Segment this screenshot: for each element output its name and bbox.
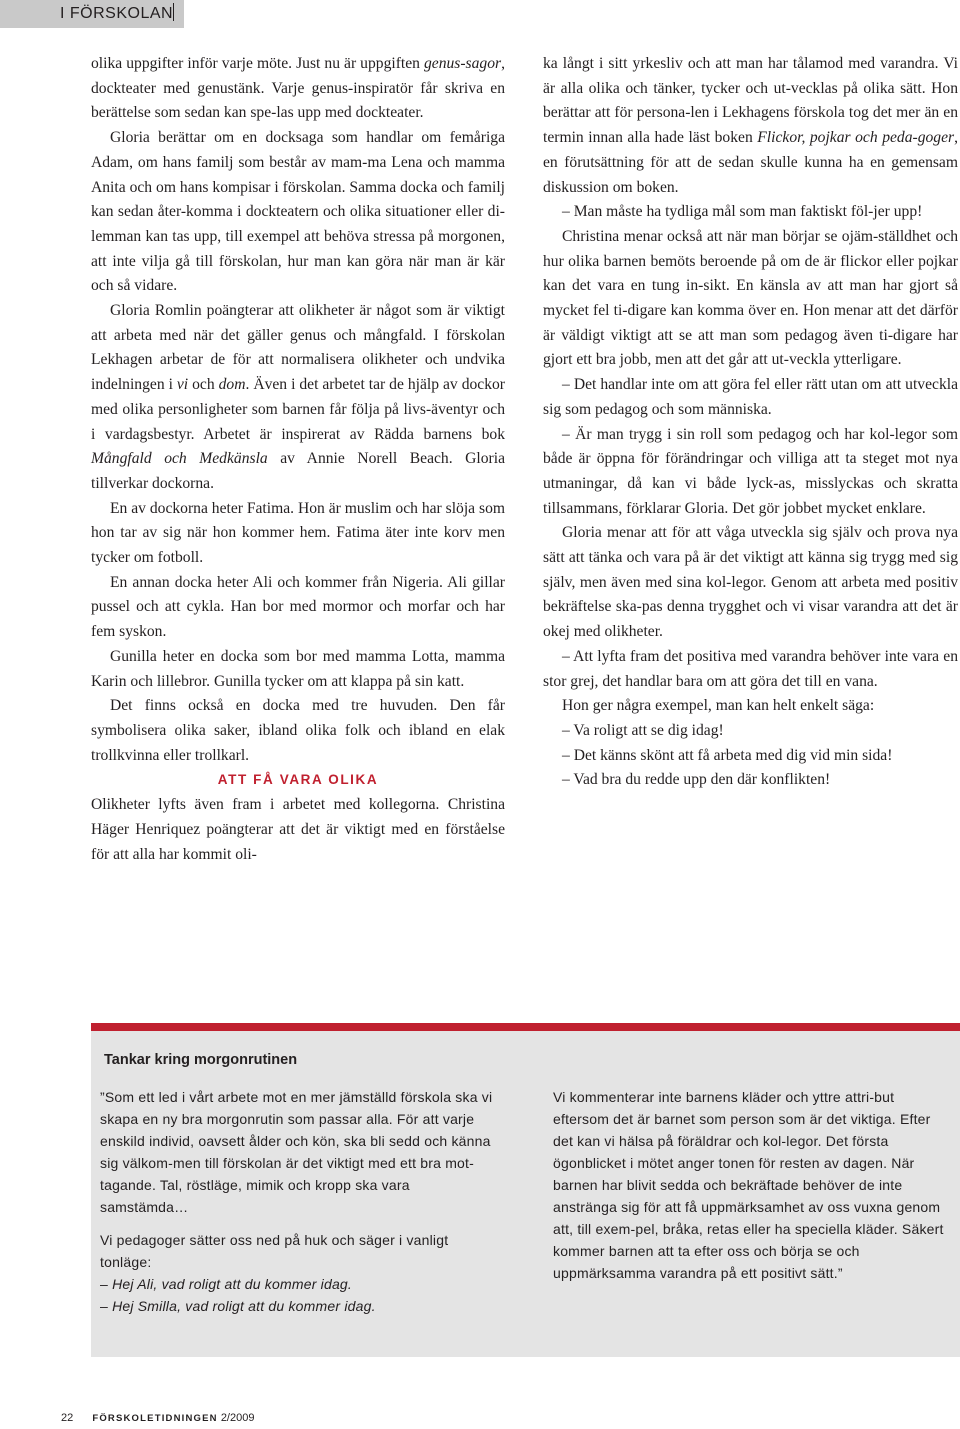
sidebar-paragraph: ”Som ett led i vårt arbete mot en mer jämställd förskola ska vi skapa en ny bra morgonrutin som passar alla. För att varje enskild individ, oavsett ålder och kön, ska bli sedd och känna sig välkom-men till förskolan är det viktigt med ett bra mot-tagande. Tal, röstläge, mimik och kropp ska vara samstämda… <box>100 1089 493 1215</box>
paragraph: En annan docka heter Ali och kommer från Nigeria. Ali gillar pussel och att cykla. Han bor med mormor och morfar och har fem syskon. <box>91 573 505 641</box>
quote-paragraph: – Det känns skönt att få arbeta med dig vid min sida! <box>562 746 893 764</box>
header-divider <box>173 3 174 21</box>
quote-paragraph: – Är man trygg i sin roll som pedagog och har kol-legor som både är öppna för förändringar och villiga att ta steget mot nya utmaningar, då kan vi både lyck-as, misslyckas och skratta tillsammans, förklarar Gloria. Det gör jobbet mycket enklare. <box>543 425 958 517</box>
paragraph: Olikheter lyfts även fram i arbetet med kollegorna. Christina Häger Henriquez poängterar att det är viktigt med en förståelse för att alla har kommit oli- <box>91 796 505 863</box>
magazine-name: FÖRSKOLETIDNINGEN <box>92 1413 218 1424</box>
sidebar-paragraph: Vi kommenterar inte barnens kläder och yttre attri-but eftersom det är barnet som person som är det viktiga. Efter det kan vi hälsa på föräldrar och kol-legor. Det första ögonblicket i mötet anger tonen för resten av dagen. När barnen har blivit sedda och bekräftade behöver de inte anstränga sig för att få uppmärksamhet av oss vuxna genom att, till exem-pel, bråka, retas eller ha speciella kläder. Säkert kommer barnen att ta efter oss och börja se och uppmärksamma varandra på ett positivt sätt.” <box>553 1089 944 1281</box>
paragraph: Gloria berättar om en docksaga som handlar om femåriga Adam, om hans familj som består av mam-ma Lena och mamma Anita och om hans kompisar i förskolan. Samma docka och familj kan sedan åter-komma i dockteatern och olika situationer eller di-lemman kan tas upp, till exempel att behöva stressa på morgonen, att inte vilja gå till förskolan, hur man kan göra när man är kär och så vidare. <box>91 129 505 295</box>
paragraph: Hon ger några exempel, man kan helt enkelt säga: <box>562 697 875 715</box>
paragraph: Gunilla heter en docka som bor med mamma Lotta, mamma Karin och lillebror. Gunilla tycker om att klappa på sin katt. <box>91 647 505 690</box>
paragraph: olika uppgifter inför varje möte. Just nu är uppgiften genus-sagor, dockteater med genustänk. Varje genus-inspiratör får skriva en berättelse som sedan kan spe-las upp med dockteater. <box>91 55 505 122</box>
right-column <box>543 52 958 793</box>
quote-paragraph: – Det handlar inte om att göra fel eller rätt utan om att utveckla sig som pedagog och som människa. <box>543 376 958 418</box>
paragraph: Gloria Romlin poängterar att olikheter är något som är viktigt att arbeta med när det gäller genus och mångfald. I förskolan Lekhagen arbetar de för att normalisera olikheter och undvika indelningen i vi och dom. Även i det arbetet tar de hjälp av dockor med olika personligheter som barnen får följa på livs-äventyr och i vardagsbestyr. Arbetet är inspirerat av Rädda barnens bok Mångfald och Medkänsla av Annie Norell Beach. Gloria tillverkar dockorna. <box>91 302 505 492</box>
paragraph: Christina menar också att när man börjar se ojäm-ställdhet och hur olika barnen bemöts beroende på om de är flickor eller pojkar kan det vara en tung in-sikt. En känsla av att man har gjort så mycket fel ti-digare kan komma över en. Hon menar att det därför är väldigt viktigt att se att man som pedagog även ti-digare har gjort ett bra jobb, men att det går att ut-veckla ytterligare. <box>543 227 958 369</box>
paragraph: En av dockorna heter Fatima. Hon är muslim och har slöja som hon tar av sig när hon kommer hem. Fatima äter inte korv men tycker om fotboll. <box>91 499 505 567</box>
paragraph: Det finns också en docka med tre huvuden. Den får symbolisera olika saker, ibland olika folk och ibland en elak trollkvinna eller trollkarl. <box>91 697 505 764</box>
page-footer <box>61 1412 254 1424</box>
sidebar-left-column <box>100 1086 495 1328</box>
issue-number: 2/2009 <box>220 1412 255 1424</box>
quote-paragraph: – Man måste ha tydliga mål som man faktiskt föl-jer upp! <box>562 203 923 221</box>
paragraph: ka långt i sitt yrkesliv och att man har tålamod med varandra. Vi är alla olika och tänker, tycker och ut-vecklas på olika sätt. Hon berättar att för persona-len i Lekhagens förskola tog det mer än en termin innan alla hade läst boken Flickor, pojkar och peda-goger, en förutsättning för att de sedan skulle kunna ha en gemensam diskussion om boken. <box>543 55 958 196</box>
page-number: 22 <box>61 1412 74 1424</box>
quote-paragraph: – Va roligt att se dig idag! <box>562 721 724 739</box>
section-header-tab <box>0 0 184 28</box>
subheading: ATT FÅ VARA OLIKA <box>217 772 379 788</box>
section-title: I FÖRSKOLAN <box>60 5 174 22</box>
sidebar-paragraph: Vi pedagoger sätter oss ned på huk och säger i vanligt tonläge: – Hej Ali, vad roligt att du kommer idag. – Hej Smilla, vad roligt att du kommer idag. <box>100 1232 449 1314</box>
paragraph: Gloria menar att för att våga utveckla sig själv och prova nya sätt att tänka och vara på är det viktigt att känna sig trygg med sig själv, men även med sina kol-legor. Genom att arbeta med positiv bekräftelse ska-pas denna trygghet och vi visar varandra att det är okej med olikheter. <box>543 524 958 641</box>
sidebar-right-column <box>553 1086 953 1295</box>
sidebar-accent-rule <box>91 1023 960 1031</box>
quote-paragraph: – Vad bra du redde upp den där konflikten! <box>562 771 831 789</box>
quote-paragraph: – Att lyfta fram det positiva med varandra behöver inte vara en stor grej, det handlar bara om att göra det till en vana. <box>543 647 958 690</box>
sidebar-title: Tankar kring morgonrutinen <box>104 1052 298 1068</box>
left-column <box>91 52 505 867</box>
